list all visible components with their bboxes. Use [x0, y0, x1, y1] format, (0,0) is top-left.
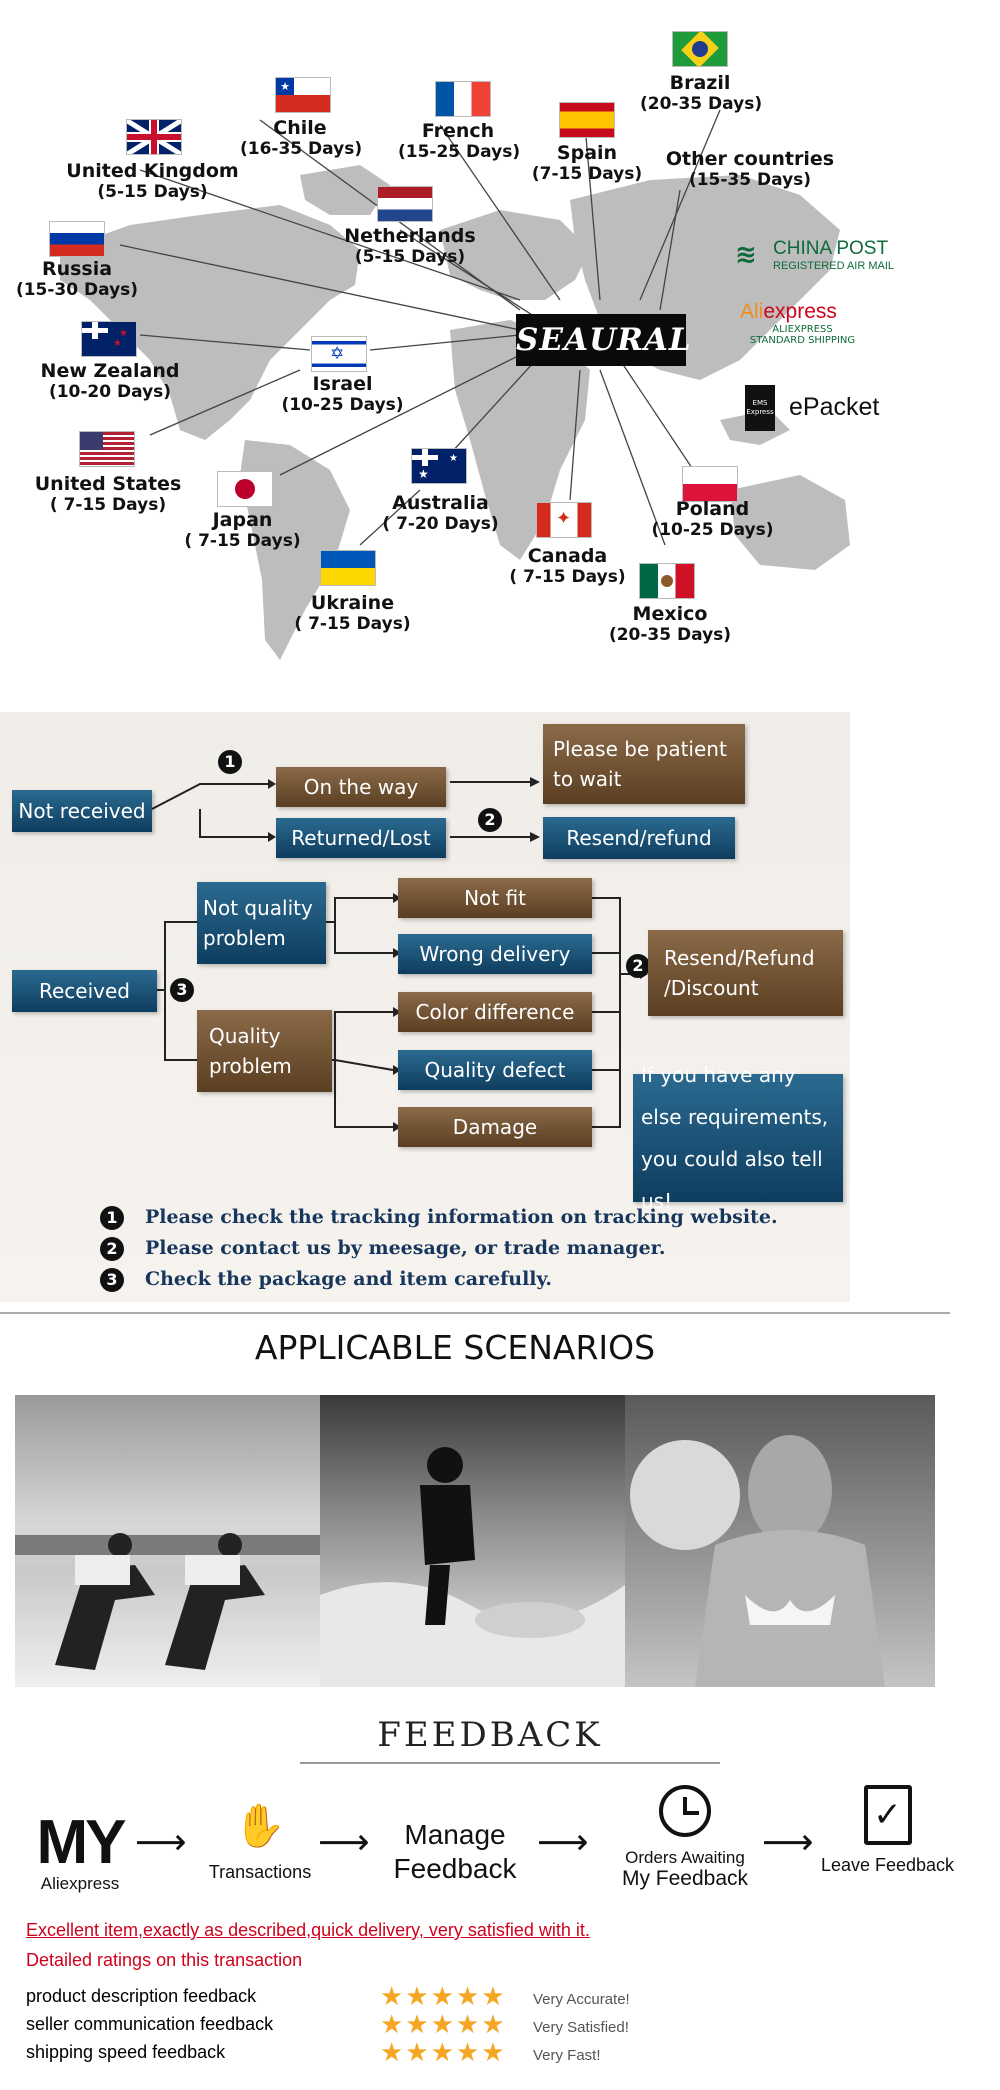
wave-surf-scene [320, 1395, 625, 1687]
not-fit-box: Not fit [398, 878, 592, 918]
not-quality-problem-box: Not quality problem [197, 882, 326, 964]
ali-sub2: STANDARD SHIPPING [749, 335, 856, 346]
clock-icon [659, 1785, 711, 1837]
new-zealand-flag: ★ ★ [82, 322, 136, 356]
express-part: express [763, 300, 837, 323]
country-french: French (15-25 Days) [398, 120, 521, 162]
feedback-title-rule [300, 1762, 720, 1764]
chile-flag: ★ [276, 78, 330, 112]
country-japan: Japan ( 7-15 Days) [184, 509, 301, 551]
country-new-zealand: New Zealand (10-20 Days) [40, 360, 180, 402]
japan-flag [218, 472, 272, 506]
country-australia: Australia ( 7-20 Days) [382, 492, 499, 534]
brazil-flag [673, 32, 727, 66]
country-brazil: Brazil (20-35 Days) [640, 72, 763, 114]
my-label: MY [36, 1808, 124, 1877]
country-usa: United States ( 7-15 Days) [34, 473, 182, 515]
ems-icon: EMS Express [745, 385, 775, 431]
quality-problem-box: Quality problem [197, 1010, 332, 1092]
country-spain: Spain (7-15 Days) [531, 142, 643, 184]
country-israel: Israel (10-25 Days) [281, 373, 404, 415]
epacket-name: ePacket [789, 393, 880, 421]
netherlands-flag [378, 187, 432, 221]
country-canada: Canada ( 7-15 Days) [509, 545, 626, 587]
ukraine-flag [321, 551, 375, 585]
rating-value: Very Fast! [533, 2047, 601, 2064]
color-difference-box: Color difference [398, 992, 592, 1032]
received-box: Received [12, 970, 157, 1012]
my-feedback-label: My Feedback [621, 1867, 749, 1890]
pool-woman-photo [625, 1395, 935, 1687]
note-1-badge: 1 [100, 1206, 124, 1230]
rating-value: Very Satisfied! [533, 2019, 629, 2036]
country-other: Other countries (15-35 Days) [665, 148, 835, 190]
quality-defect-box: Quality defect [398, 1050, 592, 1090]
pool-woman-scene [625, 1395, 935, 1687]
beach-chairs-scene [15, 1395, 320, 1687]
rating-label: seller communication feedback [26, 2014, 274, 2034]
leave-feedback-label: Leave Feedback [820, 1855, 955, 1875]
country-uk: United Kingdom (5-15 Days) [66, 160, 239, 202]
manage-feedback-label: Feedback [393, 1853, 517, 1884]
not-received-box: Not received [12, 790, 152, 832]
country-ukraine: Ukraine ( 7-15 Days) [294, 592, 411, 634]
clipboard-check-icon: ✓ [864, 1785, 912, 1845]
arrow-4: ⟶ [762, 1822, 814, 1863]
china-post-sub: REGISTERED AIR MAIL [773, 260, 895, 272]
rating-value: Very Accurate! [533, 1991, 630, 2008]
on-the-way-box: On the way [276, 767, 446, 807]
resend-refund-box: Resend/refund [543, 817, 735, 859]
note-1: Please check the tracking information on tracking website. [145, 1206, 778, 1228]
usa-flag [80, 432, 134, 466]
rating-label: product description feedback [26, 1986, 257, 2006]
spain-flag [560, 103, 614, 137]
step-3-badge: 3 [170, 978, 194, 1002]
manage-label: Manage [404, 1819, 506, 1850]
note-2: Please contact us by meesage, or trade manager. [145, 1237, 666, 1259]
rating-stars: ★★★★★ [380, 2010, 507, 2040]
scenarios-title: APPLICABLE SCENARIOS [254, 1328, 656, 1367]
note-3: Check the package and item carefully. [145, 1268, 552, 1290]
rating-stars: ★★★★★ [380, 2038, 507, 2068]
feedback-comment: Excellent item,exactly as described,quick delivery, very satisfied with it. [26, 1920, 590, 1940]
aliexpress-label: Aliexpress [40, 1874, 120, 1893]
arrow-1: ⟶ [135, 1822, 187, 1863]
note-3-badge: 3 [100, 1268, 124, 1292]
rating-label: shipping speed feedback [26, 2042, 226, 2062]
section-divider [0, 1312, 950, 1314]
brand-logo: SEAURAL [516, 314, 686, 366]
epacket-logo [745, 385, 915, 431]
mexico-flag [640, 564, 694, 598]
aliexpress-logo [740, 300, 880, 346]
poland-flag [683, 467, 737, 501]
step-leave-feedback [805, 1785, 970, 1876]
country-poland: Poland (10-25 Days) [651, 498, 774, 540]
beach-chairs-photo [15, 1395, 320, 1687]
country-russia: Russia (15-30 Days) [15, 258, 139, 300]
wrong-delivery-box: Wrong delivery [398, 934, 592, 974]
rating-stars: ★★★★★ [380, 1982, 507, 2012]
step-transactions [195, 1798, 325, 1883]
ali-part: Ali [740, 300, 764, 323]
shipping-map-section [0, 0, 1000, 690]
china-post-icon: ≋ [735, 240, 757, 270]
note-2-badge: 2 [100, 1237, 124, 1261]
australia-flag: ★ ★ [412, 449, 466, 483]
arrow-3: ⟶ [537, 1822, 589, 1863]
step-orders-awaiting [605, 1785, 765, 1891]
step-my-aliexpress [25, 1808, 135, 1894]
step-1-badge: 1 [218, 750, 242, 774]
step-2-badge: 2 [478, 808, 502, 832]
damage-box: Damage [398, 1107, 592, 1147]
country-chile: Chile (16-35 Days) [240, 117, 363, 159]
transactions-label: Transactions [208, 1862, 312, 1882]
france-flag [436, 82, 490, 116]
feedback-title: FEEDBACK [377, 1715, 603, 1755]
arrow-2: ⟶ [318, 1822, 370, 1863]
orders-awaiting-label: Orders Awaiting [625, 1848, 745, 1867]
country-mexico: Mexico (20-35 Days) [608, 603, 732, 645]
country-netherlands: Netherlands (5-15 Days) [344, 225, 476, 267]
else-requirements-box: If you have any else requirements, you could also tell us! [633, 1074, 843, 1202]
after-sales-flowchart [0, 712, 850, 1302]
step-2b-badge: 2 [626, 954, 650, 978]
be-patient-box: Please be patient to wait [543, 724, 745, 804]
detailed-ratings-heading: Detailed ratings on this transaction [26, 1950, 303, 1970]
china-post-name: CHINA POST [773, 238, 889, 259]
returned-lost-box: Returned/Lost [276, 818, 446, 858]
uk-flag [127, 120, 181, 154]
resend-refund-discount-box: Resend/Refund /Discount [648, 930, 843, 1016]
money-hand-icon: ✋ [233, 1801, 287, 1850]
ali-sub1: ALIEXPRESS [772, 324, 833, 335]
russia-flag [50, 222, 104, 256]
wave-surf-photo [320, 1395, 625, 1687]
step-manage-feedback [380, 1818, 530, 1886]
canada-flag: ✦ [537, 503, 591, 537]
israel-flag: ✡ [312, 337, 366, 371]
